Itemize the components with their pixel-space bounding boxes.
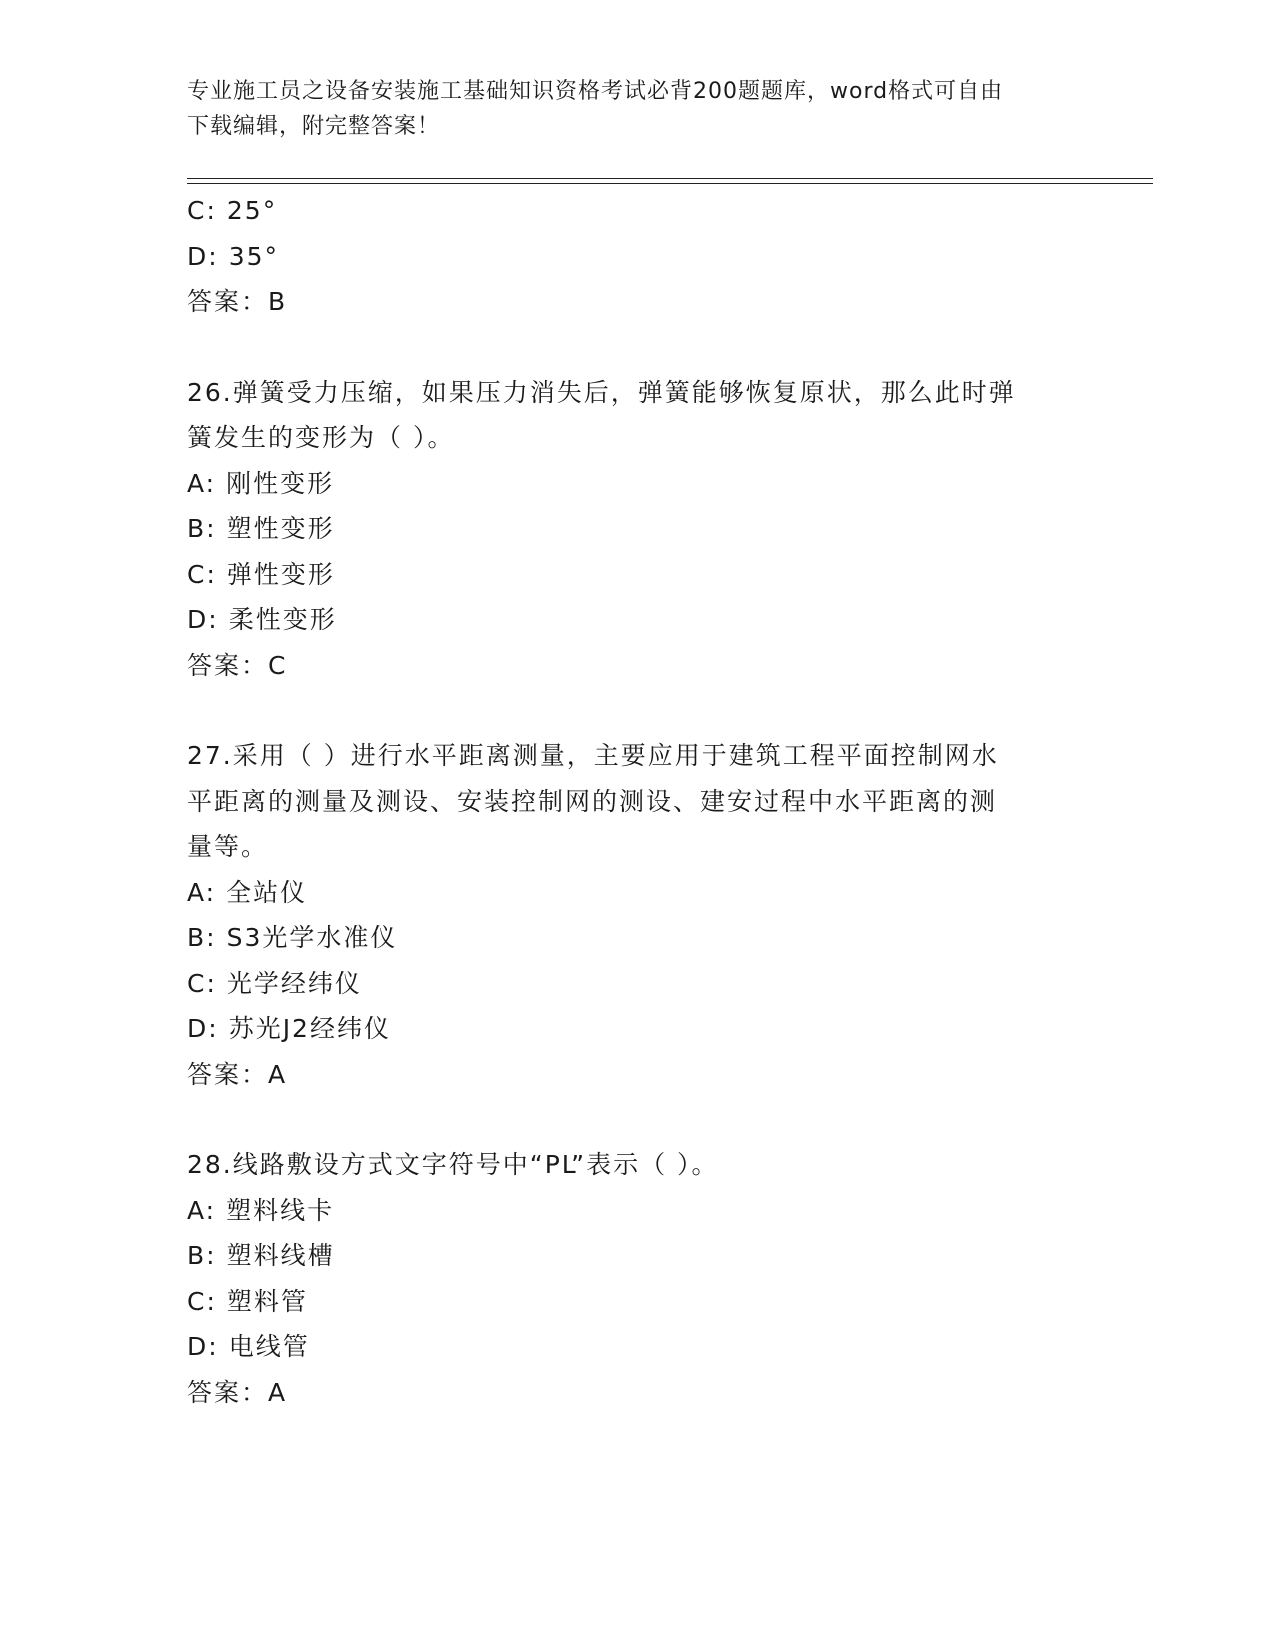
answer-line: 答案：B — [187, 287, 288, 316]
question-stem-cont: 簧发生的变形为（ ）。 — [187, 423, 455, 452]
option-d: D: 35° — [187, 241, 279, 271]
answer-line: 答案：A — [187, 1377, 288, 1407]
header-line-2: 下载编辑，附完整答案！ — [187, 114, 441, 139]
header-divider-top — [187, 178, 1153, 179]
answer-line: 答案：A — [187, 1059, 288, 1089]
option-b: B: 塑料线槽 — [187, 1241, 335, 1270]
spacer — [187, 325, 1087, 370]
option-a: A: 塑料线卡 — [187, 1195, 335, 1225]
answer-line: 答案：C — [187, 650, 288, 680]
option-a: A: 全站仪 — [187, 877, 308, 907]
question-26 — [187, 370, 1087, 689]
option-c: C: 光学经纬仪 — [187, 968, 362, 998]
question-stem: 28.线路敷设方式文字符号中“PL”表示（ ）。 — [187, 1150, 719, 1179]
option-b: B: S3光学水准仪 — [187, 923, 398, 952]
prev-question — [187, 188, 1087, 325]
option-d: D: 柔性变形 — [187, 605, 337, 634]
question-stem: 26.弹簧受力压缩，如果压力消失后，弹簧能够恢复原状，那么此时弹 — [187, 377, 1016, 407]
spacer — [187, 688, 1087, 733]
question-stem-cont: 平距离的测量及测设、安装控制网的测设、建安过程中水平距离的测 — [187, 786, 998, 816]
question-28 — [187, 1142, 1087, 1415]
option-a: A: 刚性变形 — [187, 468, 335, 498]
option-d: D: 苏光J2经纬仪 — [187, 1014, 391, 1043]
question-stem: 27.采用（ ）进行水平距离测量，主要应用于建筑工程平面控制网水 — [187, 741, 999, 770]
option-d: D: 电线管 — [187, 1332, 310, 1361]
header-line-1: 专业施工员之设备安装施工基础知识资格考试必背200题题库，word格式可自由 — [187, 79, 1004, 104]
option-c: C: 塑料管 — [187, 1286, 308, 1316]
option-c: C: 25° — [187, 196, 278, 225]
document-header — [187, 74, 1087, 144]
spacer — [187, 1097, 1087, 1142]
question-stem-cont: 量等。 — [187, 832, 269, 861]
header-divider-bottom — [187, 183, 1153, 184]
option-b: B: 塑性变形 — [187, 514, 335, 543]
option-c: C: 弹性变形 — [187, 559, 335, 589]
question-27 — [187, 733, 1087, 1097]
question-content — [187, 188, 1087, 1415]
